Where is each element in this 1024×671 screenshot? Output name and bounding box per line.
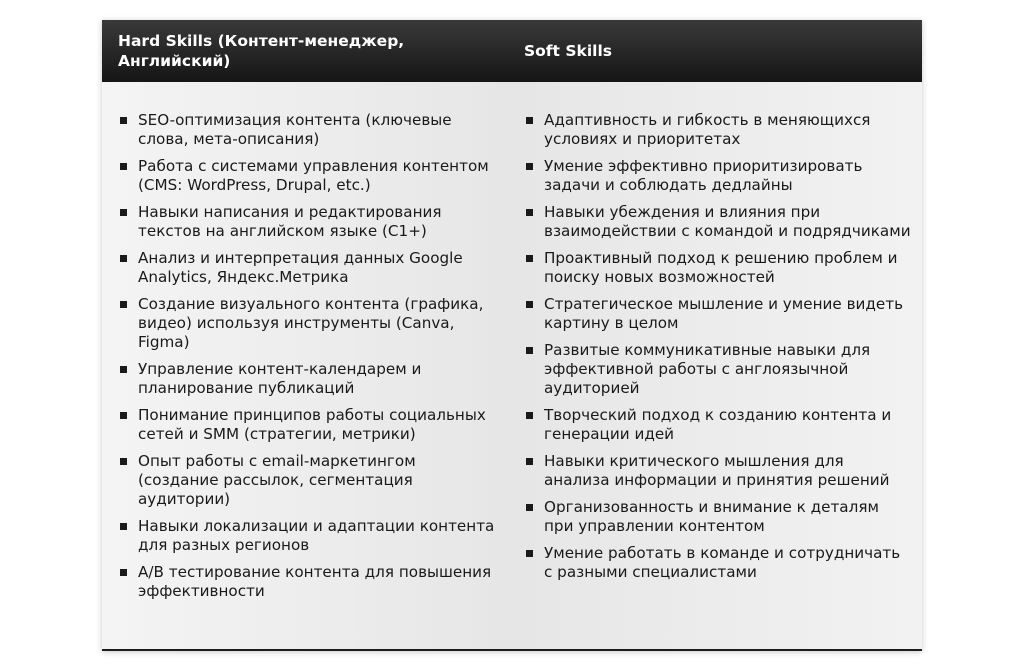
- bullet-icon: [526, 301, 533, 308]
- hard-skill-text: Навыки написания и редактирования текстов на английском языке (C1+): [138, 203, 442, 240]
- hard-skill-item: [118, 157, 500, 195]
- soft-skill-text: Адаптивность и гибкость в меняющихся условиях и приоритетах: [544, 111, 871, 148]
- bullet-icon: [120, 569, 127, 576]
- soft-skill-text: Умение работать в команде и сотрудничать с разными специалистами: [544, 544, 901, 581]
- hard-skill-text: Анализ и интерпретация данных Google Analytics, Яндекс.Метрика: [138, 249, 463, 286]
- bullet-icon: [526, 550, 533, 557]
- skills-table: [102, 20, 922, 651]
- soft-skill-item: [524, 452, 912, 490]
- soft-skills-list: [524, 111, 912, 582]
- hard-skill-text: Понимание принципов работы социальных сетей и SMM (стратегии, метрики): [138, 406, 486, 443]
- soft-skill-text: Развитые коммуникативные навыки для эффективной работы с англоязычной аудиторией: [544, 341, 871, 397]
- bullet-icon: [120, 255, 127, 262]
- bullet-icon: [120, 163, 127, 170]
- hard-skill-text: Управление контент-календарем и планирование публикаций: [138, 360, 422, 397]
- soft-skills-column: [508, 111, 922, 609]
- bullet-icon: [526, 412, 533, 419]
- soft-skill-item: [524, 295, 912, 333]
- hard-skill-item: [118, 452, 500, 509]
- hard-skill-item: [118, 111, 500, 149]
- hard-skill-item: [118, 406, 500, 444]
- hard-skill-item: [118, 295, 500, 352]
- bullet-icon: [120, 412, 127, 419]
- bullet-icon: [526, 504, 533, 511]
- hard-skill-item: [118, 249, 500, 287]
- hard-skill-item: [118, 517, 500, 555]
- bullet-icon: [526, 117, 533, 124]
- soft-skill-item: [524, 111, 912, 149]
- hard-skills-column: [102, 111, 508, 609]
- bullet-icon: [120, 301, 127, 308]
- soft-skill-item: [524, 406, 912, 444]
- soft-skill-item: [524, 544, 912, 582]
- soft-skill-text: Навыки убеждения и влияния при взаимодействии с командой и подрядчиками: [544, 203, 911, 240]
- bullet-icon: [120, 366, 127, 373]
- hard-skills-list: [118, 111, 500, 601]
- hard-skill-item: [118, 203, 500, 241]
- soft-skills-header: Soft Skills: [524, 42, 612, 60]
- hard-skill-text: SEO-оптимизация контента (ключевые слова, мета-описания): [138, 111, 452, 148]
- soft-skill-text: Творческий подход к созданию контента и генерации идей: [544, 406, 892, 443]
- bullet-icon: [120, 117, 127, 124]
- soft-skill-item: [524, 157, 912, 195]
- hard-skill-text: Навыки локализации и адаптации контента для разных регионов: [138, 517, 495, 554]
- soft-skill-item: [524, 498, 912, 536]
- soft-skill-item: [524, 341, 912, 398]
- bullet-icon: [120, 209, 127, 216]
- soft-skill-text: Умение эффективно приоритизировать задачи и соблюдать дедлайны: [544, 157, 863, 194]
- soft-skill-item: [524, 203, 912, 241]
- hard-skill-item: [118, 360, 500, 398]
- hard-skill-text: Работа с системами управления контентом (CMS: WordPress, Drupal, etc.): [138, 157, 489, 194]
- soft-skill-text: Навыки критического мышления для анализа информации и принятия решений: [544, 452, 890, 489]
- bullet-icon: [526, 163, 533, 170]
- hard-skill-item: [118, 563, 500, 601]
- bullet-icon: [120, 458, 127, 465]
- bullet-icon: [526, 347, 533, 354]
- bullet-icon: [526, 458, 533, 465]
- soft-skill-text: Проактивный подход к решению проблем и поиску новых возможностей: [544, 249, 898, 286]
- bullet-icon: [120, 523, 127, 530]
- table-body: [102, 82, 922, 609]
- bullet-icon: [526, 255, 533, 262]
- soft-skill-text: Стратегическое мышление и умение видеть картину в целом: [544, 295, 904, 332]
- soft-skill-text: Организованность и внимание к деталям при управлении контентом: [544, 498, 879, 535]
- bullet-icon: [526, 209, 533, 216]
- soft-skill-item: [524, 249, 912, 287]
- hard-skill-text: A/B тестирование контента для повышения эффективности: [138, 563, 492, 600]
- hard-skill-text: Создание визуального контента (графика, видео) используя инструменты (Canva, Figma): [138, 295, 484, 351]
- hard-skills-header: Hard Skills (Контент-менеджер, Английский): [118, 32, 405, 70]
- table-header: [102, 20, 922, 82]
- hard-skill-text: Опыт работы с email-маркетингом (создание рассылок, сегментация аудитории): [138, 452, 416, 508]
